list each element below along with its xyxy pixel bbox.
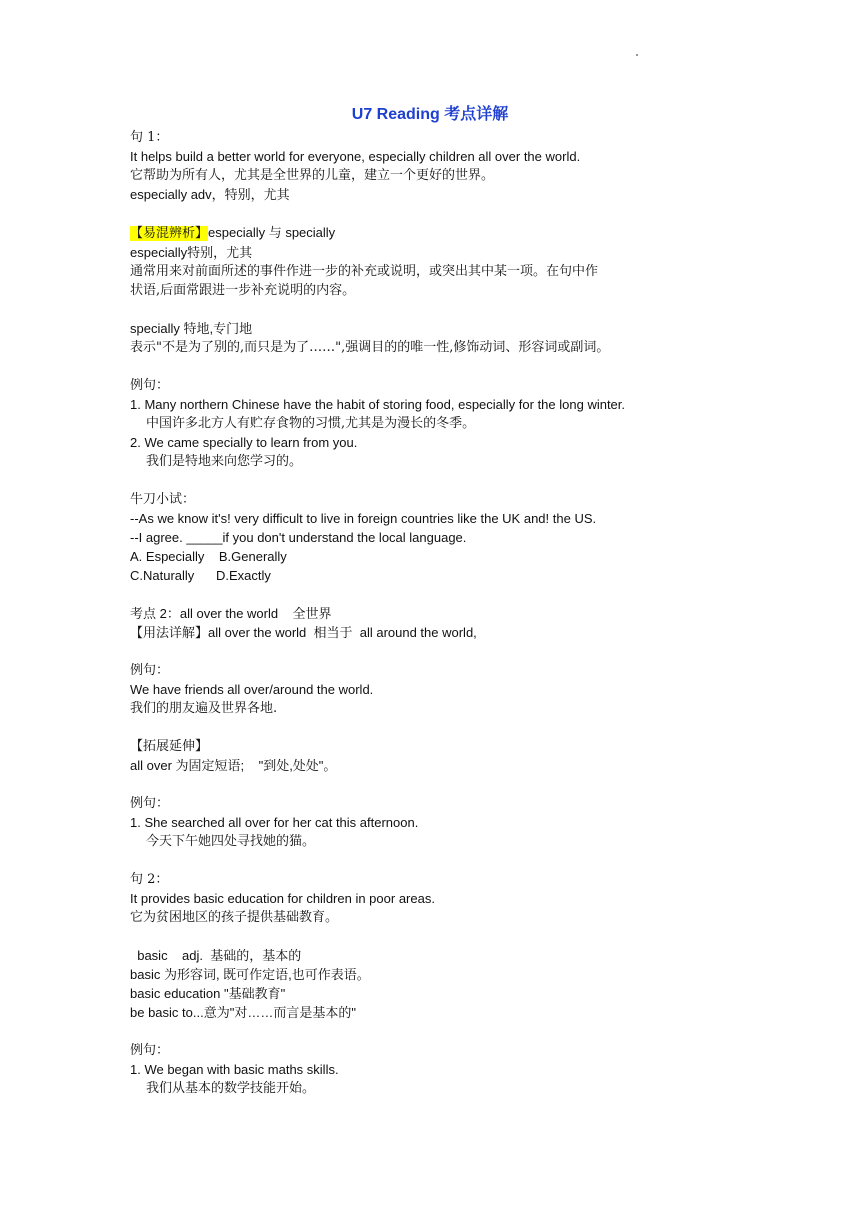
example-1-english: 1. Many northern Chinese have the habit of storing food, especially for the long winter. <box>130 397 626 412</box>
examples-3-label: 例句： <box>130 796 170 811</box>
sentence-1-english: It helps build a better world for everyone, especially children all over the world. <box>130 149 581 164</box>
basic-usage-3: be basic to...意为"对……而言是基本的" <box>130 1005 356 1020</box>
sentence-1-label: 句 1： <box>130 130 169 145</box>
especially-meaning: especially特别，尤其 <box>130 245 253 260</box>
sentence-1-chinese: 它帮助为所有人，尤其是全世界的儿童，建立一个更好的世界。 <box>130 168 495 183</box>
vocab-basic: basic adj. 基础的，基本的 <box>130 948 302 963</box>
examples-1-label: 例句： <box>130 378 170 393</box>
quiz-options-1: A. Especially B.Generally <box>130 549 287 564</box>
sentence-2-chinese: 它为贫困地区的孩子提供基础教育。 <box>130 910 339 925</box>
sentence-2-english: It provides basic education for children in poor areas. <box>130 891 435 906</box>
extension-label: 【拓展延伸】 <box>130 739 209 754</box>
specially-meaning: specially 特地,专门地 <box>130 321 253 336</box>
page-dot <box>636 54 638 56</box>
document-body <box>130 128 730 1098</box>
examples-2-label: 例句： <box>130 663 170 678</box>
example-5-chinese: 我们从基本的数学技能开始。 <box>146 1081 316 1096</box>
examples-4-label: 例句： <box>130 1043 170 1058</box>
confusion-heading-text: especially 与 specially <box>208 225 336 240</box>
sentence-2-label: 句 2： <box>130 872 169 887</box>
example-3-english: We have friends all over/around the world. <box>130 682 374 697</box>
vocab-especially: especially adv，特别，尤其 <box>130 187 290 202</box>
confusion-tag: 【易混辨析】 <box>130 226 209 241</box>
basic-usage-1: basic 为形容词, 既可作定语,也可作表语。 <box>130 967 370 982</box>
extension-text: all over 为固定短语; "到处,处处"。 <box>130 758 337 773</box>
point-2-label: 考点 2：all over the world 全世界 <box>130 606 332 621</box>
especially-description-2: 状语,后面常跟进一步补充说明的内容。 <box>130 283 356 298</box>
example-4-english: 1. She searched all over for her cat this afternoon. <box>130 815 419 830</box>
quiz-question-2: --I agree. _____if you don't understand the local language. <box>130 530 467 545</box>
point-2-usage: 【用法详解】all over the world 相当于 all around the world, <box>130 625 477 640</box>
quiz-question-1: --As we know it's! very difficult to live in foreign countries like the UK and! the US. <box>130 511 597 526</box>
quiz-label: 牛刀小试： <box>130 492 196 507</box>
page-title: U7 Reading 考点详解 <box>351 106 509 123</box>
example-5-english: 1. We began with basic maths skills. <box>130 1062 339 1077</box>
example-2-english: 2. We came specially to learn from you. <box>130 435 358 450</box>
basic-usage-2: basic education "基础教育" <box>130 986 286 1001</box>
confusion-heading <box>130 223 730 243</box>
especially-description-1: 通常用来对前面所述的事件作进一步的补充或说明，或突出其中某一项。在句中作 <box>130 264 599 279</box>
example-2-chinese: 我们是特地来向您学习的。 <box>146 454 303 469</box>
example-4-chinese: 今天下午她四处寻找她的猫。 <box>146 834 316 849</box>
quiz-options-2: C.Naturally D.Exactly <box>130 568 271 583</box>
example-1-chinese: 中国许多北方人有贮存食物的习惯,尤其是为漫长的冬季。 <box>146 416 476 431</box>
example-3-chinese: 我们的朋友遍及世界各地. <box>130 701 278 716</box>
specially-description: 表示"不是为了别的,而只是为了……",强调目的的唯一性,修饰动词、形容词或副词。 <box>130 340 610 355</box>
